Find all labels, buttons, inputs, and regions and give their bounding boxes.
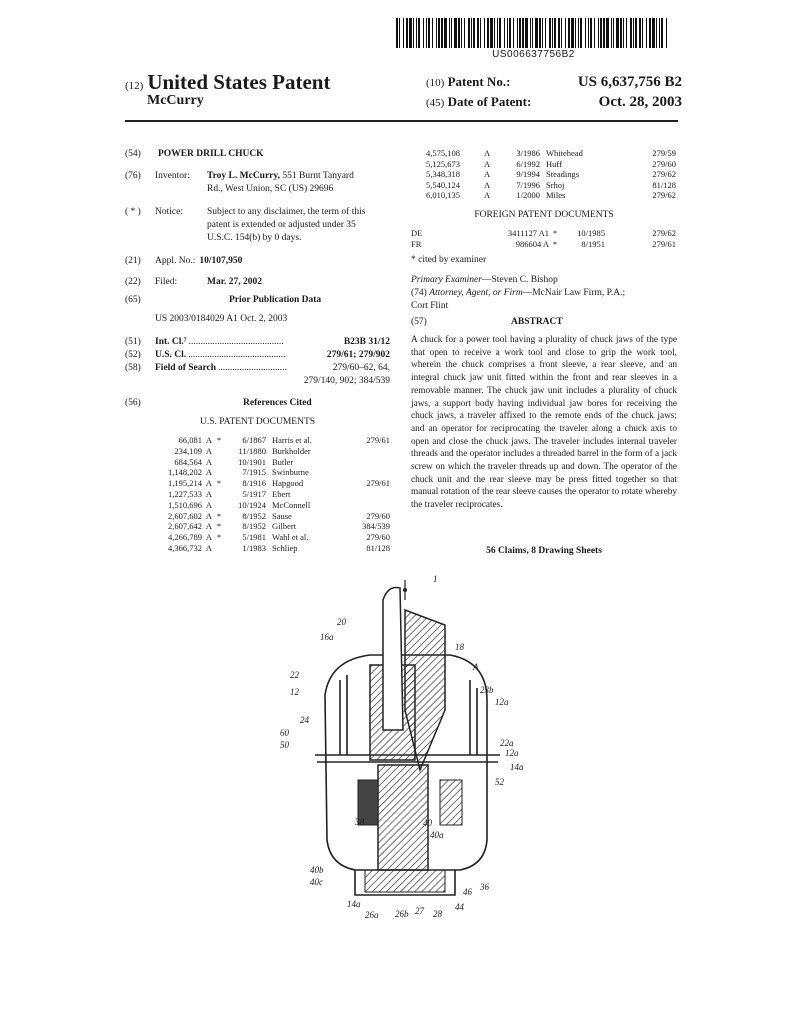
invention-title: POWER DRILL CHUCK — [158, 149, 264, 159]
drawing-reference-label: 38 — [355, 817, 364, 827]
barcode-bar — [667, 18, 669, 48]
inventor-address-2: Rd., West Union, SC (US) 29696 — [207, 184, 334, 194]
field-code: (54) — [125, 149, 141, 159]
search-value-2: 279/140, 902; 384/539 — [303, 376, 390, 386]
reference-date: 8/1916 — [242, 478, 266, 489]
reference-kind: A — [205, 489, 213, 499]
reference-star: * — [216, 510, 222, 521]
us-reference-row — [136, 478, 390, 489]
abstract-heading: ABSTRACT — [511, 317, 563, 327]
cited-by-examiner: * cited by examiner — [411, 255, 487, 265]
leader-dots: ............................. — [218, 363, 287, 373]
reference-cls — [352, 500, 390, 511]
barcode-number: US006637756B2 — [492, 49, 575, 60]
reference-kind: A — [205, 499, 213, 510]
reference-date: 8/1952 — [242, 510, 266, 521]
reference-star: * — [216, 478, 222, 489]
claims-summary: 56 Claims, 8 Drawing Sheets — [486, 546, 602, 556]
us-reference-row — [136, 511, 390, 522]
reference-star: * — [552, 239, 558, 249]
field-label: Appl. No.: — [155, 256, 196, 266]
references-heading: References Cited — [243, 398, 312, 408]
reference-name: Swinburne — [272, 467, 309, 478]
patent-no-code: (10) — [426, 77, 445, 89]
drawing-reference-label: 40 — [423, 818, 432, 828]
reference-kind: A — [484, 169, 491, 179]
reference-kind: A — [205, 435, 213, 445]
notice-line: patent is extended or adjusted under 35 — [207, 220, 356, 230]
field-code: (58) — [125, 363, 141, 373]
reference-star — [214, 446, 224, 457]
us-reference-row — [136, 467, 390, 478]
abstract-text: A chuck for a power tool having a plurality of chuck jaws of the type that open to receive a work tool and close to grip the work tool, wherein the chuck comprises a front sleeve, a rear sleeve, and an integral chuck jaw unit fitted within the front and rear sleeves in a removable manner. The chuck jaw unit includes a plurality of chuck jaws, a support body having individual jaw bores for receiving the chuck jaws, a traveler affixed to the remote ends of the chuck jaws; and an operator for reciprocating the traveler along a chuck axis to open and close the chuck jaws. The traveler includes internal traveler threads and the operator includes a threaded barrel in the form of a jack screw on which the traveler threads up and down. The operator of the chuck unit and the rear sleeve may be press fitted together so that manual rotation of the rear sleeve causes the operator to rotate whereby the traveler reciprocates. — [411, 335, 677, 511]
filed-value: Mar. 27, 2002 — [207, 277, 263, 287]
abstract-header — [411, 316, 677, 329]
notice-line: U.S.C. 154(b) by 0 days. — [207, 233, 302, 243]
reference-date: 3/1986 — [516, 148, 540, 158]
us-reference-row — [426, 190, 676, 201]
drawing-reference-label: 22 — [290, 670, 299, 680]
reference-date: 6/1992 — [516, 158, 540, 169]
drawing-reference-label: 14a — [347, 899, 361, 909]
date-code: (45) — [426, 97, 445, 109]
us-reference-row — [426, 169, 676, 180]
field-code: ( * ) — [125, 207, 141, 217]
us-reference-row — [136, 521, 390, 532]
reference-star — [214, 457, 224, 468]
base-ring — [365, 870, 445, 892]
prior-pub-value: US 2003/0184029 A1 Oct. 2, 2003 — [155, 314, 288, 324]
inventor-name: Troy L. McCurry, — [207, 171, 280, 181]
patent-date: Oct. 28, 2003 — [598, 94, 682, 110]
drawing-reference-label: 12a — [505, 748, 519, 758]
reference-name: McConnell — [272, 499, 311, 510]
drawing-reference-label: 26b — [395, 909, 409, 919]
reference-date: 11/1880 — [238, 445, 266, 456]
foreign-reference-row — [411, 239, 676, 250]
drawing-reference-label: 22a — [500, 738, 514, 748]
field-prior-pub — [125, 294, 321, 307]
drawing-reference-label: 14a — [510, 762, 524, 772]
drawing-reference-label: 52 — [495, 777, 504, 787]
int-cl-value: B23B 31/12 — [343, 337, 390, 347]
reference-star: * — [216, 532, 222, 543]
field-code: (76) — [125, 171, 141, 181]
reference-date: 5/1917 — [242, 489, 266, 499]
reference-cls — [352, 457, 390, 468]
reference-name: Miles — [546, 190, 566, 200]
reference-cls — [352, 446, 390, 457]
threaded-barrel — [378, 765, 428, 870]
field-label: Filed: — [155, 277, 178, 287]
reference-date: 8/1952 — [242, 521, 266, 532]
field-code: (51) — [125, 337, 141, 347]
field-code: (56) — [125, 398, 141, 408]
reference-num: 1,195,214 — [168, 478, 202, 489]
reference-num: 986604 A — [515, 239, 549, 249]
reference-star: * — [216, 521, 222, 532]
drawing-reference-label: 26a — [365, 910, 379, 920]
doc-type-code: (12) — [125, 80, 144, 92]
inventor-address-1: 551 Burnt Tanyard — [282, 171, 354, 181]
reference-cls — [352, 467, 390, 478]
us-reference-row — [136, 532, 390, 543]
field-label: Field of Search — [155, 363, 217, 373]
reference-date: 7/1915 — [242, 467, 266, 478]
field-filed — [125, 276, 262, 289]
field-label: Inventor: — [155, 171, 190, 181]
reference-cls: 279/60 — [652, 158, 676, 169]
attorney-code: (74) — [411, 288, 427, 298]
reference-num: 2,607,642 — [168, 521, 202, 532]
primary-examiner: Steven C. Bishop — [491, 275, 558, 285]
reference-num: 1,148,202 — [168, 467, 202, 478]
abstract-code: (57) — [411, 317, 427, 327]
reference-num: 2,607,602 — [168, 510, 202, 521]
reference-cls: 81/128 — [652, 179, 676, 190]
reference-cls: 384/539 — [362, 521, 390, 532]
reference-name: Steadings — [546, 169, 580, 179]
reference-num: 3411127 A1 — [507, 228, 549, 238]
drawing-reference-label: 40b — [310, 865, 324, 875]
reference-name: Sause — [272, 510, 292, 521]
reference-name: Burkholder — [272, 445, 311, 456]
reference-kind: A — [205, 532, 213, 543]
prior-pub-heading: Prior Publication Data — [229, 295, 322, 305]
drawing-reference-label: 12 — [290, 687, 299, 697]
patent-header-left — [125, 70, 330, 109]
reference-num: 5,348,318 — [426, 169, 460, 179]
drawing-reference-label: 18 — [455, 642, 464, 652]
field-code: (22) — [125, 277, 141, 287]
drawing-reference-label: 36 — [480, 882, 489, 892]
inventor-short: McCurry — [147, 93, 204, 108]
drawing-reference-label: 12a — [495, 697, 509, 707]
reference-num: 66,081 — [178, 435, 202, 445]
drawing-reference-label: 24 — [300, 715, 309, 725]
reference-cls: 279/59 — [652, 148, 676, 158]
drawing-reference-label: 23b — [480, 685, 494, 695]
reference-star: * — [216, 435, 222, 445]
drawing-reference-label: 40c — [310, 877, 323, 887]
reference-kind: A — [205, 445, 213, 456]
reference-star — [214, 489, 224, 500]
reference-name: Butler — [272, 456, 294, 467]
drawing-reference-label: 1 — [433, 574, 438, 584]
field-references — [125, 397, 312, 410]
us-reference-row — [426, 159, 676, 170]
reference-cls: 279/61 — [366, 435, 390, 445]
doc-type-title: United States Patent — [147, 70, 331, 94]
drawing-reference-label: A — [473, 662, 479, 672]
field-label: U.S. Cl. — [155, 350, 187, 360]
reference-name: Srhoj — [546, 179, 565, 190]
us-patents-heading: U.S. PATENT DOCUMENTS — [199, 417, 316, 427]
reference-date: 5/1981 — [242, 532, 266, 543]
reference-country: DE — [411, 228, 423, 238]
field-appl-no — [125, 255, 242, 268]
us-reference-row — [136, 435, 390, 446]
reference-star — [214, 543, 224, 554]
drawing-reference-label: 60 — [280, 728, 289, 738]
reference-num: 234,109 — [174, 445, 202, 456]
reference-cls: 279/61 — [366, 478, 390, 489]
leader-dots: ........................................ — [188, 337, 284, 347]
reference-kind: A — [205, 543, 213, 553]
field-label: Notice: — [155, 207, 183, 217]
drawing-reference-label: 20 — [337, 617, 346, 627]
patent-number: US 6,637,756 B2 — [577, 74, 682, 90]
reference-name: Ebert — [272, 489, 291, 499]
header-rule — [125, 120, 678, 122]
field-code: (52) — [125, 350, 141, 360]
reference-name: Hapgood — [272, 478, 304, 489]
reference-date: 10/1901 — [238, 456, 266, 467]
reference-name: Huff — [546, 158, 562, 169]
reference-kind: A — [484, 148, 491, 158]
reference-cls: 279/60 — [366, 532, 390, 543]
field-inventor — [125, 170, 407, 196]
drawing-reference-label: 28 — [433, 909, 442, 919]
us-reference-row — [136, 446, 390, 457]
primary-examiner-label: Primary Examiner — [411, 275, 482, 285]
reference-name: Whitehead — [546, 148, 583, 158]
us-reference-row — [136, 457, 390, 468]
drawing-reference-label: 46 — [463, 887, 472, 897]
us-reference-row — [136, 543, 390, 554]
field-title — [125, 148, 264, 161]
notice-line: Subject to any disclaimer, the term of this — [207, 207, 366, 217]
reference-kind: A — [205, 510, 213, 521]
reference-cls: 81/128 — [366, 543, 390, 553]
field-notice — [125, 206, 407, 245]
attorney-label: Attorney, Agent, or Firm — [429, 288, 523, 298]
field-int-cl — [125, 336, 390, 349]
reference-date: 10/1985 — [577, 228, 605, 238]
drawing-reference-label: 27 — [415, 906, 424, 916]
drawing-reference-label: 16a — [320, 632, 334, 642]
leader-dots: ......................................... — [188, 350, 286, 360]
reference-name: Schliep — [272, 543, 298, 553]
foreign-reference-row — [411, 228, 676, 239]
examiner-block: Primary Examiner—Steven C. Bishop (74) Attorney, Agent, or Firm—McNair Law Firm, P.A.; Cort Flint — [411, 275, 626, 311]
reference-kind: A — [205, 521, 213, 532]
attorney: McNair Law Firm, P.A.; — [532, 288, 626, 298]
us-reference-row — [136, 489, 390, 500]
reference-cls: 279/62 — [652, 228, 676, 238]
field-us-cl — [125, 349, 390, 362]
reference-date: 10/1924 — [238, 499, 266, 510]
reference-kind: A — [484, 158, 491, 169]
reference-num: 4,575,108 — [426, 148, 460, 158]
reference-star — [214, 500, 224, 511]
reference-num: 684,564 — [174, 456, 202, 467]
reference-date: 6/1867 — [242, 435, 266, 445]
field-search — [125, 362, 390, 375]
us-cl-value: 279/61; 279/902 — [326, 350, 390, 360]
field-code: (21) — [125, 256, 141, 266]
appl-no-value: 10/107,950 — [199, 256, 243, 266]
reference-star — [214, 467, 224, 478]
reference-date: 8/1951 — [581, 239, 605, 249]
work-tool — [383, 588, 403, 731]
us-reference-row — [136, 500, 390, 511]
field-label: Int. Cl.⁷ — [155, 337, 187, 347]
reference-cls — [352, 489, 390, 500]
patent-header-right — [426, 74, 682, 114]
drawing-reference-label: 44 — [455, 902, 464, 912]
reference-num: 6,010,135 — [426, 190, 460, 200]
reference-name: Harris et al. — [272, 435, 312, 445]
reference-num: 1,227,533 — [168, 489, 202, 499]
reference-num: 4,266,789 — [168, 532, 202, 543]
patent-drawing — [255, 570, 545, 920]
patent-no-label: Patent No.: — [447, 74, 511, 89]
reference-num: 1,510,696 — [168, 499, 202, 510]
reference-cls: 279/62 — [652, 190, 676, 200]
us-reference-row — [426, 180, 676, 191]
reference-date: 7/1996 — [516, 179, 540, 190]
field-code: (65) — [125, 295, 141, 305]
us-reference-row — [426, 148, 676, 159]
foreign-heading: FOREIGN PATENT DOCUMENTS — [474, 210, 614, 220]
reference-num: 5,125,673 — [426, 158, 460, 169]
reference-cls: 279/60 — [366, 510, 390, 521]
reference-kind: A — [205, 478, 213, 489]
drawing-reference-label: 50 — [280, 740, 289, 750]
reference-kind: A — [484, 179, 491, 190]
barcode — [396, 18, 671, 48]
attorney-2: Cort Flint — [411, 301, 449, 311]
reference-name: Gilbert — [272, 521, 297, 532]
drawing-reference-label: 40a — [430, 830, 444, 840]
reference-kind: A — [205, 456, 213, 467]
date-label: Date of Patent: — [447, 94, 532, 109]
reference-kind: A — [205, 467, 213, 478]
reference-date: 1/2000 — [516, 190, 540, 200]
reference-num: 5,540,124 — [426, 179, 460, 190]
search-value-1: 279/60–62, 64, — [332, 363, 390, 373]
reference-kind: A — [484, 190, 491, 200]
reference-date: 9/1994 — [516, 169, 540, 179]
reference-country: FR — [411, 239, 422, 249]
reference-name: Wahl et al. — [272, 532, 309, 543]
reference-star: * — [552, 228, 558, 238]
reference-cls: 279/61 — [652, 239, 676, 249]
reference-date: 1/1983 — [242, 543, 266, 553]
reference-cls: 279/62 — [652, 169, 676, 179]
reference-num: 4,366,732 — [168, 543, 202, 553]
